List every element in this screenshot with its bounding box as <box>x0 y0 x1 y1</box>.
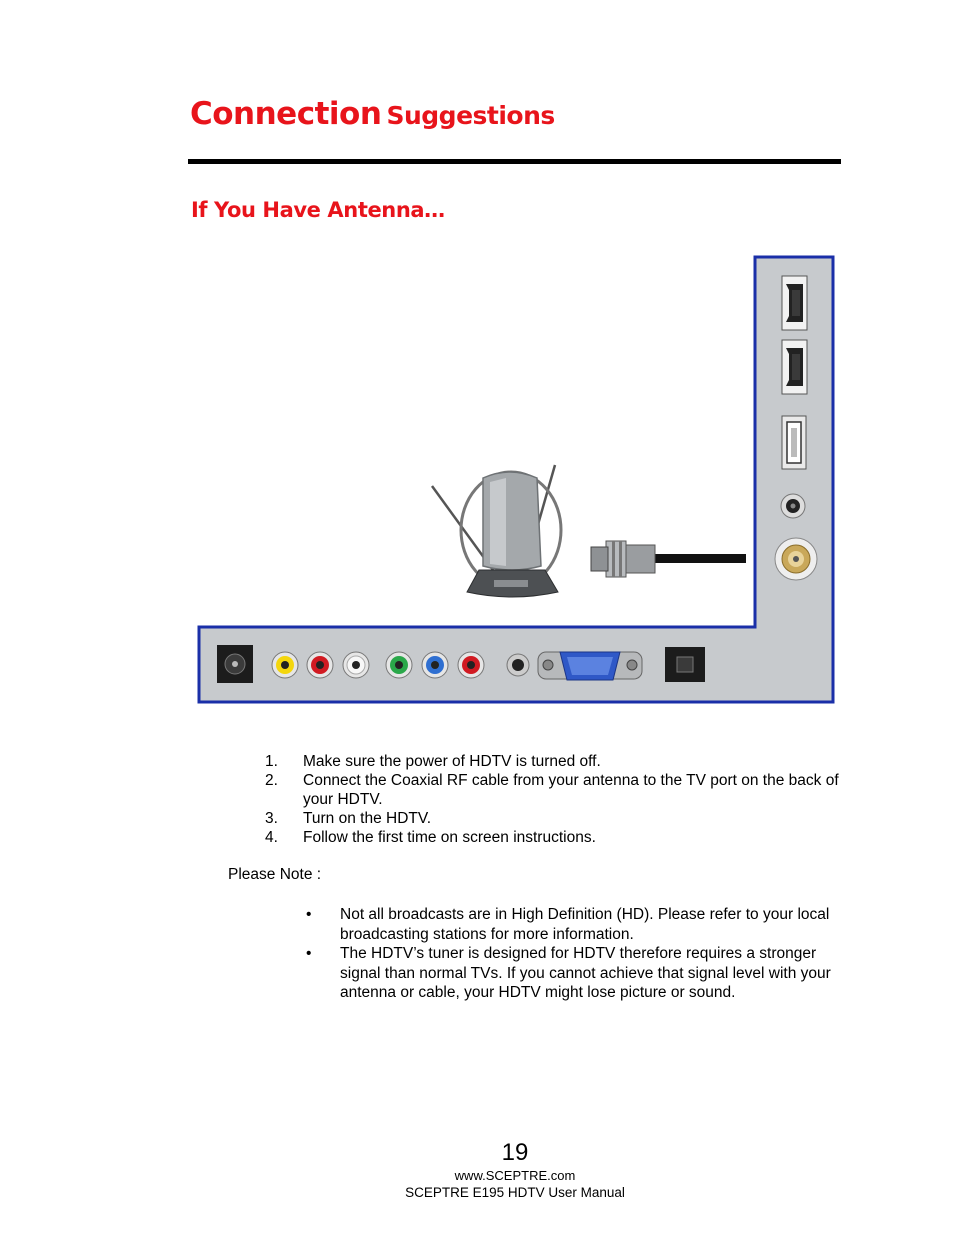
step-number: 2. <box>265 772 278 789</box>
rca-red-2 <box>458 652 484 678</box>
hdmi-port-2 <box>782 340 807 394</box>
hdmi-port-1 <box>782 276 807 330</box>
step-item <box>265 809 845 828</box>
footer-website: www.SCEPTRE.com <box>454 1168 576 1183</box>
rca-green <box>386 652 412 678</box>
title-main: Connection <box>190 96 382 132</box>
step-item <box>265 828 845 847</box>
rca-white <box>343 652 369 678</box>
optical-port <box>665 647 705 682</box>
usb-port <box>782 416 806 469</box>
bullet-marker: • <box>306 945 312 962</box>
step-number: 3. <box>265 810 278 827</box>
step-text: Turn on the HDTV. <box>303 810 432 827</box>
footer-manual-title: SCEPTRE E195 HDTV User Manual <box>405 1185 625 1200</box>
step-item <box>265 771 845 809</box>
pc-audio-jack <box>507 654 529 676</box>
step-text: Connect the Coaxial RF cable from your antenna to the TV port on the back of your HDTV. <box>303 772 839 808</box>
step-text: Follow the first time on screen instructions. <box>303 829 596 846</box>
section-title: If You Have Antenna… <box>191 198 445 222</box>
antenna-illustration <box>432 465 561 597</box>
rca-blue <box>422 652 448 678</box>
note-bullets <box>304 905 839 1003</box>
vga-port <box>538 652 642 680</box>
bullet-marker: • <box>306 906 312 923</box>
note-label: Please Note : <box>228 866 322 883</box>
instruction-steps <box>265 752 845 847</box>
coaxial-cable <box>591 541 746 577</box>
audio-jack <box>781 494 805 518</box>
note-item <box>304 905 839 944</box>
rca-yellow <box>272 652 298 678</box>
title-rest: Suggestions <box>386 101 555 130</box>
step-number: 1. <box>265 753 278 770</box>
note-text: The HDTV’s tuner is designed for HDTV therefore requires a stronger signal than normal TVs. If you cannot achieve that signal level with your antenna or cable, your HDTV might lose picture or sound. <box>340 945 831 1001</box>
note-item <box>304 944 839 1003</box>
note-text: Not all broadcasts are in High Definition (HD). Please refer to your local broadcasting stations for more information. <box>340 906 830 943</box>
step-item <box>265 752 845 771</box>
power-jack <box>217 645 253 683</box>
step-number: 4. <box>265 829 278 846</box>
step-text: Make sure the power of HDTV is turned off. <box>303 753 601 770</box>
rca-red-1 <box>307 652 333 678</box>
coaxial-tv-port <box>775 538 817 580</box>
page-number: 19 <box>501 1139 529 1166</box>
